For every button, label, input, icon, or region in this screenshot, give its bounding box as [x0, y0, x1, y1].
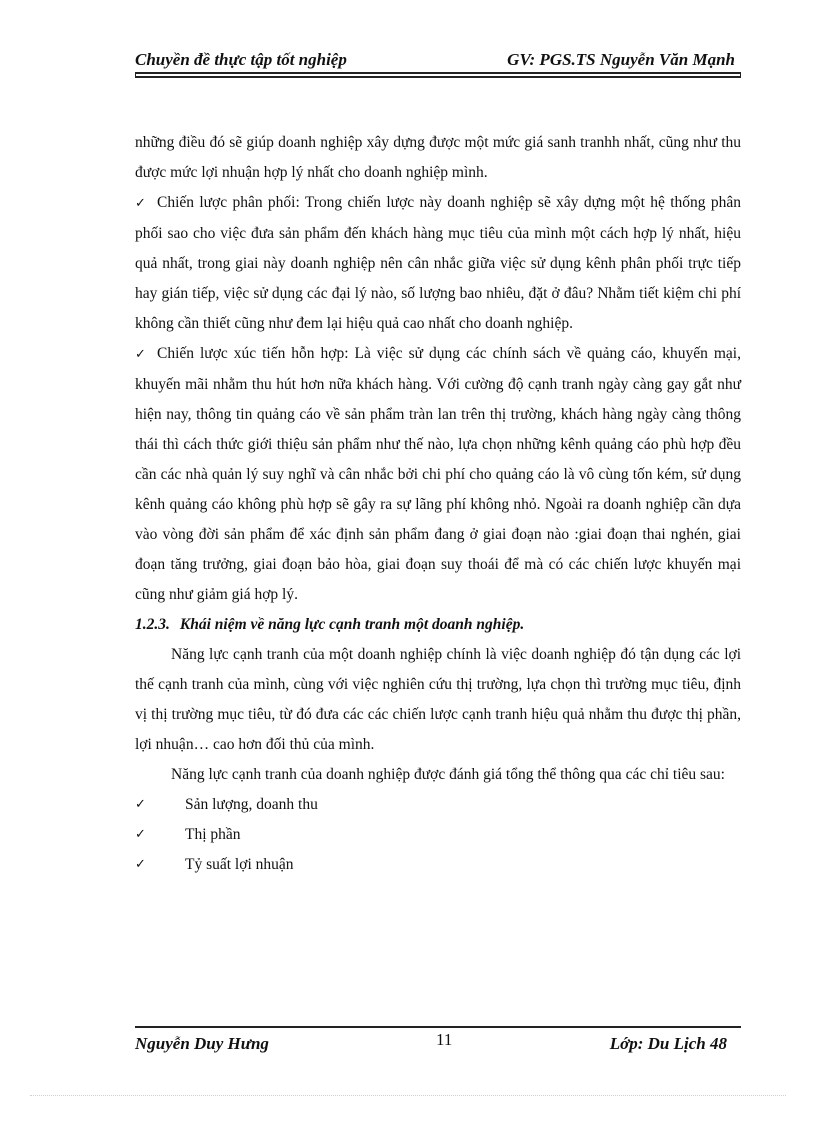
checkmark-icon: ✓: [135, 347, 146, 362]
paragraph: Năng lực cạnh tranh của một doanh nghiệp chính là việc doanh nghiệp đó tận dụng các lợi thế cạnh tranh của mình, cùng với việc nghiên cứu thị trường, lựa chọn thì trường mục tiêu, định vị thị trường mục tiêu, từ đó đưa các các chiến lược cạnh tranh hiệu quả nhằm thu được thị phần, lợi nhuận… cao hơn đối thủ của mình.: [135, 646, 741, 753]
header-title: Chuyền đề thực tập tốt nghiệp: [135, 50, 347, 69]
footer-author: Nguyễn Duy Hưng: [135, 1034, 269, 1053]
bullet-distribution-strategy: [135, 188, 741, 339]
section-heading: [135, 610, 741, 640]
list-item: [135, 820, 741, 850]
list-item-text: Sản lượng, doanh thu: [185, 796, 318, 813]
list-item-text: Tỷ suất lợi nhuận: [185, 856, 294, 873]
page-header: [135, 48, 741, 74]
list-item: [135, 790, 741, 820]
checkmark-icon: ✓: [135, 827, 146, 842]
header-instructor: GV: PGS.TS Nguyễn Văn Mạnh: [507, 50, 735, 69]
checkmark-icon: ✓: [135, 857, 146, 872]
checkmark-icon: ✓: [135, 797, 146, 812]
page-edge-divider: [30, 1095, 786, 1096]
page-number: 11: [436, 1030, 453, 1049]
section-title: Khái niệm về năng lực cạnh tranh một doanh nghiệp.: [179, 616, 525, 633]
footer-class: Lớp: Du Lịch 48: [609, 1034, 727, 1053]
page-body: [135, 128, 741, 880]
page-footer: [135, 1026, 741, 1068]
list-item: [135, 850, 741, 880]
paragraph: Năng lực cạnh tranh của doanh nghiệp được đánh giá tổng thể thông qua các chỉ tiêu sau:: [171, 766, 725, 783]
paragraph: những điều đó sẽ giúp doanh nghiệp xây dựng được một mức giá sanh tranhh nhất, cũng như thu được mức lợi nhuận hợp lý nhất cho doanh nghiệp mình.: [135, 134, 741, 181]
list-item-text: Thị phần: [185, 826, 241, 843]
bullet-text: Chiến lược phân phối: Trong chiến lược này doanh nghiệp sẽ xây dựng một hệ thống phân phối sao cho việc đưa sản phẩm đến khách hàng mục tiêu của mình một cách hợp lý nhất, hiệu quả nhất, trong giai này doanh nghiệp nên cân nhắc giữa việc sử dụng kênh phân phối trực tiếp hay gián tiếp, việc sử dụng các đại lý nào, số lượng bao nhiêu, đặt ở đâu? Nhằm tiết kiệm chi phí không cần thiết cũng như đem lại hiệu quả cao nhất cho doanh nghiệp.: [135, 194, 741, 332]
checkmark-icon: ✓: [135, 196, 146, 211]
bullet-promotion-strategy: [135, 339, 741, 610]
bullet-text: Chiến lược xúc tiến hỗn hợp: Là việc sử dụng các chính sách về quảng cáo, khuyến mại, khuyến mãi nhằm thu hút hơn nữa khách hàng. Với cường độ cạnh tranh ngày càng gay gắt như hiện nay, thông tin quảng cáo về sản phẩm tràn lan trên thị trường, khách hàng ngày càng thông thái thì cách thức giới thiệu sản phẩm như thế nào, lựa chọn những kênh quảng cáo phù hợp đều cần các nhà quản lý suy nghĩ và cân nhắc bởi chi phí cho quảng cáo là vô cùng tốn kém, sử dụng kênh quảng cáo không phù hợp sẽ gây ra sự lãng phí không nhỏ. Ngoài ra doanh nghiệp cần dựa vào vòng đời sản phẩm để xác định sản phẩm đang ở giai đoạn nào :giai đoạn thai nghén, giai đoạn tăng trưởng, giai đoạn bảo hòa, giai đoạn suy thoái để mà có các chiến lược khuyến mại cũng như giảm giá hợp lý.: [135, 345, 741, 603]
section-number: 1.2.3.: [135, 616, 170, 633]
